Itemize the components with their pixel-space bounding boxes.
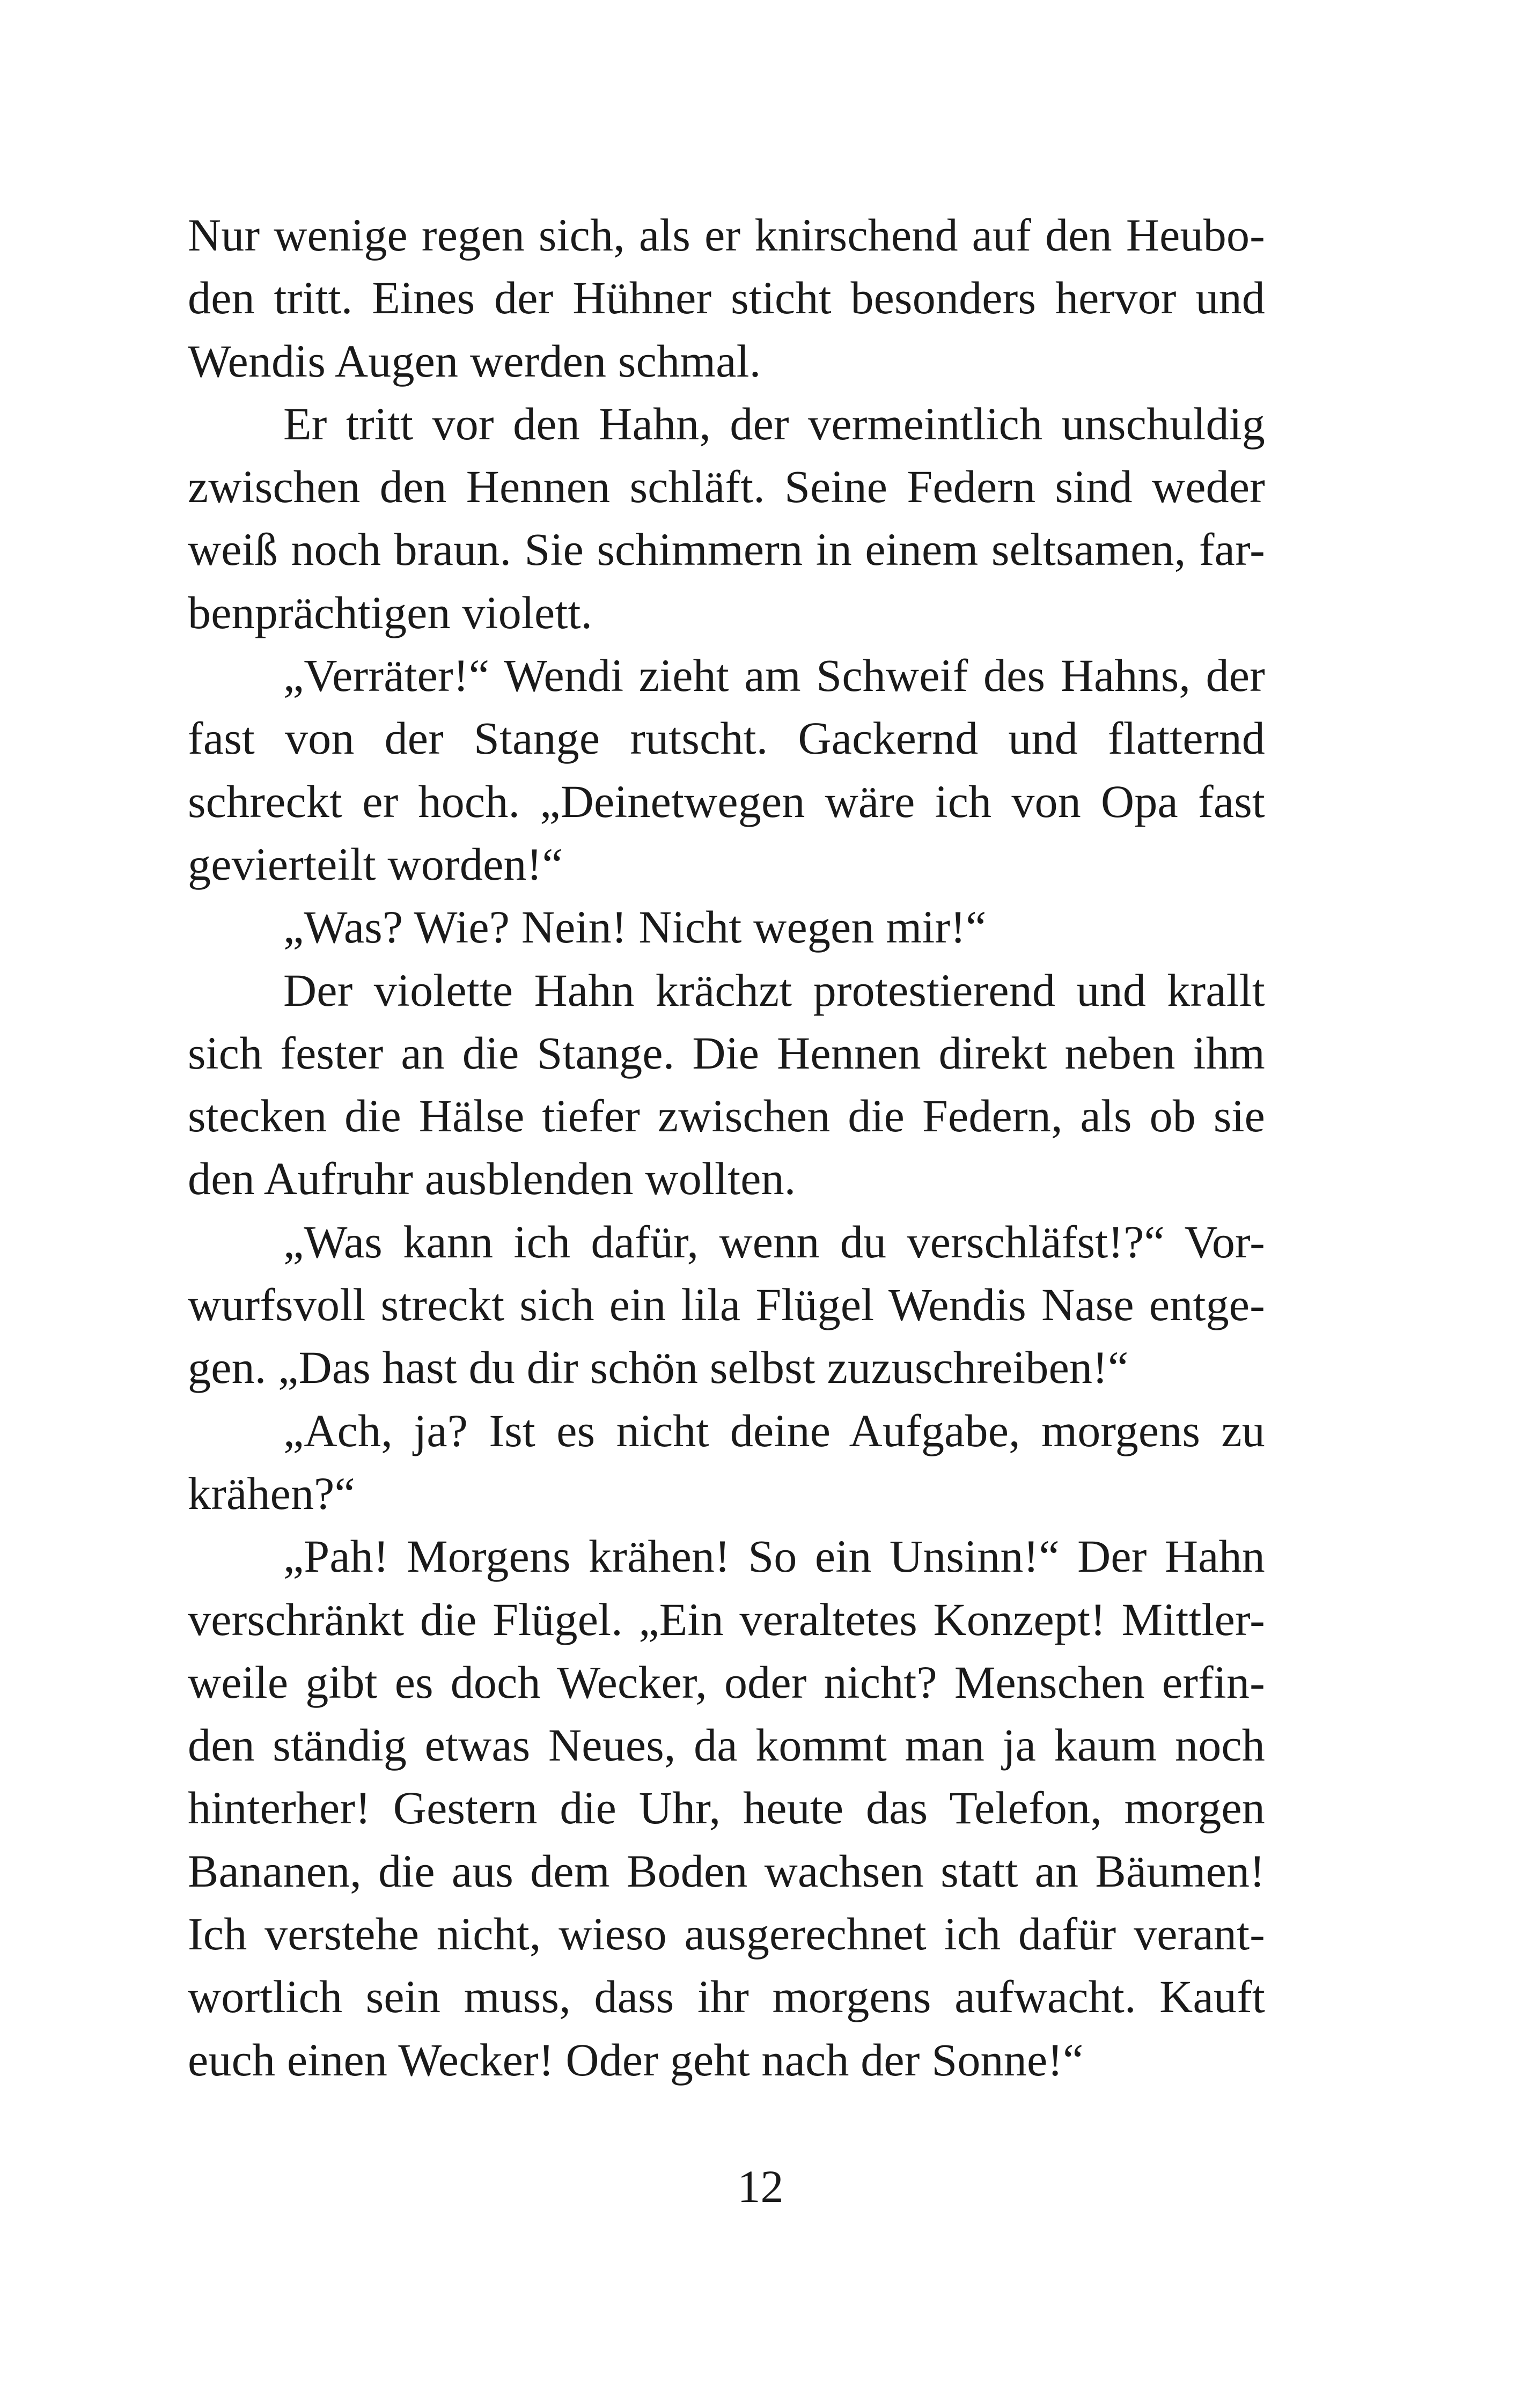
text-line: benprächtigen violett. <box>188 586 593 638</box>
paragraph-first-line: „Was? Wie? Nein! Nicht wegen mir!“ <box>283 901 987 953</box>
text-line: Wendis Augen werden schmal. <box>188 335 761 387</box>
text-line: verschränkt die Flügel. „Ein veraltetes Konzept! Mittler- <box>188 1593 1265 1645</box>
text-line: euch einen Wecker! Oder geht nach der Sonne!“ <box>188 2034 1084 2086</box>
paragraph-first-line: Er tritt vor den Hahn, der vermeintlich unschuldig <box>283 397 1265 450</box>
text-line: stecken die Hälse tiefer zwischen die Federn, als ob sie <box>188 1090 1265 1142</box>
text-line: Ich verstehe nicht, wieso ausgerechnet ich dafür verant- <box>188 1908 1265 1960</box>
text-line: Nur wenige regen sich, als er knirschend auf den Heubo- <box>188 209 1265 261</box>
text-line: hinterher! Gestern die Uhr, heute das Telefon, morgen <box>188 1782 1265 1834</box>
text-line: Bananen, die aus dem Boden wachsen statt an Bäumen! <box>188 1845 1265 1897</box>
text-line: den Aufruhr ausblenden wollten. <box>188 1153 796 1205</box>
text-line: sich fester an die Stange. Die Hennen direkt neben ihm <box>188 1027 1265 1079</box>
text-line: gen. „Das hast du dir schön selbst zuzuschreiben!“ <box>188 1342 1129 1394</box>
paragraph-first-line: „Pah! Morgens krähen! So ein Unsinn!“ Der Hahn <box>283 1530 1265 1582</box>
text-line: weile gibt es doch Wecker, oder nicht? Menschen erfin- <box>188 1656 1265 1708</box>
text-line: den ständig etwas Neues, da kommt man ja kaum noch <box>188 1719 1265 1771</box>
paragraph-first-line: „Was kann ich dafür, wenn du verschläfst!?“ Vor- <box>283 1216 1265 1268</box>
body-text <box>188 204 1265 2092</box>
paragraph-first-line: „Ach, ja? Ist es nicht deine Aufgabe, morgens zu <box>283 1404 1265 1456</box>
text-line: zwischen den Hennen schläft. Seine Federn sind weder <box>188 461 1265 513</box>
text-line: wortlich sein muss, dass ihr morgens aufwacht. Kauft <box>188 1971 1265 2023</box>
text-line: gevierteilt worden!“ <box>188 838 563 890</box>
text-line: schreckt er hoch. „Deinetwegen wäre ich von Opa fast <box>188 775 1265 827</box>
text-line: den tritt. Eines der Hühner sticht besonders hervor und <box>188 272 1265 324</box>
text-line: wurfsvoll streckt sich ein lila Flügel Wendis Nase entge- <box>188 1279 1265 1331</box>
text-line: weiß noch braun. Sie schimmern in einem seltsamen, far- <box>188 524 1265 576</box>
paragraph-first-line: „Verräter!“ Wendi zieht am Schweif des Hahns, der <box>283 650 1265 702</box>
paragraph-first-line: Der violette Hahn krächzt protestierend und krallt <box>283 964 1265 1016</box>
text-line: krähen?“ <box>188 1467 355 1519</box>
text-line: fast von der Stange rutscht. Gackernd und flatternd <box>188 712 1265 764</box>
page-number: 12 <box>737 2161 784 2212</box>
